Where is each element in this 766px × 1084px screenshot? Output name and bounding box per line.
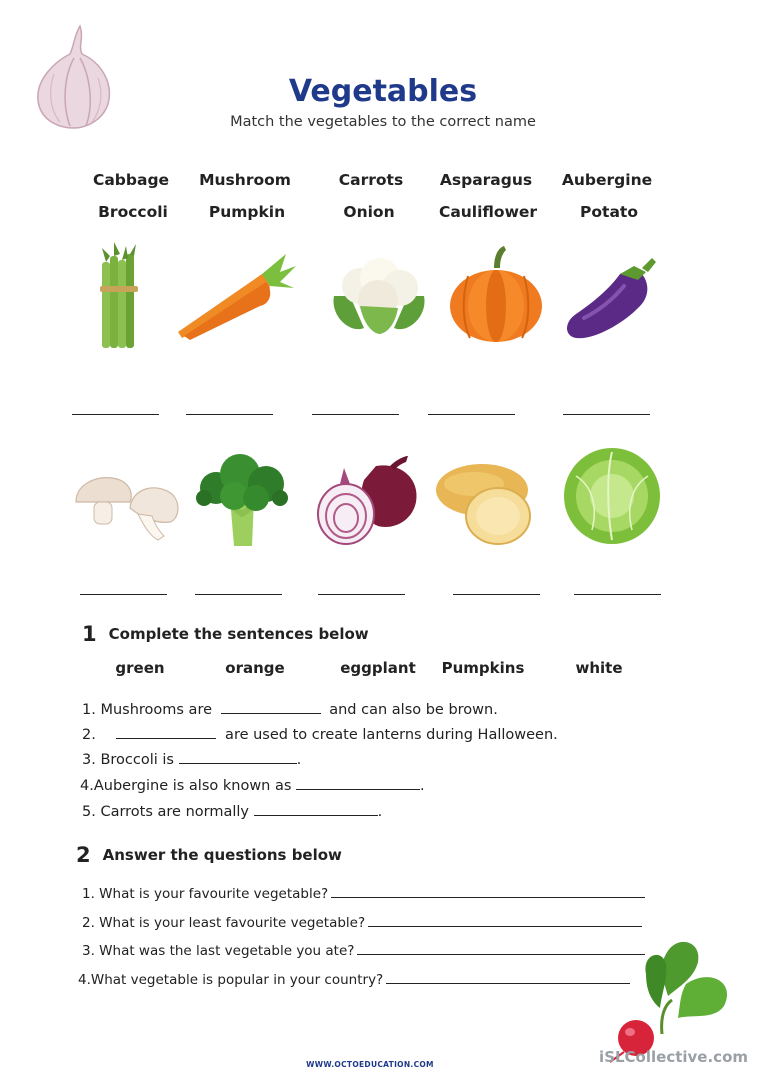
word-broccoli: Broccoli bbox=[98, 203, 168, 221]
mushroom-icon bbox=[72, 474, 180, 542]
blank-field[interactable] bbox=[254, 804, 378, 816]
answer-field[interactable] bbox=[331, 886, 645, 898]
cauliflower-icon bbox=[330, 256, 428, 336]
broccoli-icon bbox=[196, 454, 288, 548]
section-title: Complete the sentences below bbox=[108, 625, 369, 643]
sentence-text: and can also be brown. bbox=[324, 702, 498, 718]
blank-field[interactable] bbox=[296, 778, 420, 790]
watermark: iSLCollective.com bbox=[599, 1048, 748, 1066]
question-text: 1. What is your favourite vegetable? bbox=[82, 886, 329, 902]
question-text: 4.What vegetable is popular in your country? bbox=[78, 972, 384, 988]
onion-icon bbox=[316, 456, 420, 546]
asparagus-icon bbox=[92, 242, 146, 352]
bank-word: orange bbox=[225, 659, 285, 677]
answer-line[interactable] bbox=[72, 414, 159, 415]
answer-line[interactable] bbox=[428, 414, 515, 415]
bank-word: white bbox=[575, 659, 623, 677]
sentence bbox=[82, 702, 498, 718]
answer-line[interactable] bbox=[453, 594, 540, 595]
sentence-text: . bbox=[377, 804, 383, 820]
word-cauliflower: Cauliflower bbox=[438, 203, 538, 221]
question-text: 3. What was the last vegetable you ate? bbox=[82, 943, 355, 959]
page-subtitle: Match the vegetables to the correct name bbox=[230, 114, 536, 130]
word-carrots: Carrots bbox=[338, 171, 404, 189]
sentence-text: 3. Broccoli is bbox=[82, 752, 179, 768]
aubergine-icon bbox=[564, 258, 658, 342]
word-potato: Potato bbox=[580, 203, 638, 221]
question bbox=[82, 943, 645, 959]
word-mushroom: Mushroom bbox=[199, 171, 291, 189]
answer-line[interactable] bbox=[563, 414, 650, 415]
question bbox=[82, 915, 642, 931]
bank-word: green bbox=[115, 659, 165, 677]
answer-field[interactable] bbox=[357, 943, 645, 955]
sentence-text: 1. Mushrooms are bbox=[82, 702, 217, 718]
answer-line[interactable] bbox=[195, 594, 282, 595]
footer-url[interactable]: WWW.OCTOEDUCATION.COM bbox=[306, 1060, 434, 1069]
page-title: Vegetables bbox=[288, 74, 478, 109]
blank-field[interactable] bbox=[116, 727, 216, 739]
question bbox=[78, 972, 630, 988]
blank-field[interactable] bbox=[179, 752, 297, 764]
answer-field[interactable] bbox=[386, 972, 630, 984]
pumpkin-icon bbox=[448, 246, 544, 344]
answer-field[interactable] bbox=[368, 915, 642, 927]
carrot-icon bbox=[176, 252, 298, 342]
sentence bbox=[82, 752, 301, 768]
sentence-text: 4.Aubergine is also known as bbox=[80, 778, 297, 794]
word-asparagus: Asparagus bbox=[439, 171, 533, 189]
answer-line[interactable] bbox=[574, 594, 661, 595]
answer-line[interactable] bbox=[312, 414, 399, 415]
section-number: 1 bbox=[82, 622, 97, 646]
radish-icon bbox=[606, 934, 738, 1064]
sentence-text: 5. Carrots are normally bbox=[82, 804, 254, 820]
answer-line[interactable] bbox=[318, 594, 405, 595]
sentence bbox=[82, 804, 382, 820]
word-onion: Onion bbox=[343, 203, 395, 221]
question bbox=[82, 886, 645, 902]
potato-icon bbox=[436, 460, 536, 546]
bank-word: eggplant bbox=[340, 659, 416, 677]
word-aubergine: Aubergine bbox=[561, 171, 653, 189]
section-number: 2 bbox=[76, 843, 91, 867]
blank-field[interactable] bbox=[221, 702, 321, 714]
sentence-text: are used to create lanterns during Halloween. bbox=[220, 727, 558, 743]
section-title: Answer the questions below bbox=[102, 846, 342, 864]
sentence bbox=[82, 727, 558, 743]
bank-word: Pumpkins bbox=[441, 659, 525, 677]
sentence-text: . bbox=[296, 752, 302, 768]
sentence-text: 2. bbox=[82, 727, 101, 743]
answer-line[interactable] bbox=[80, 594, 167, 595]
word-pumpkin: Pumpkin bbox=[208, 203, 286, 221]
sentence bbox=[80, 778, 425, 794]
sentence-text: . bbox=[420, 778, 425, 794]
word-cabbage: Cabbage bbox=[92, 171, 170, 189]
answer-line[interactable] bbox=[186, 414, 273, 415]
cabbage-icon bbox=[562, 446, 662, 546]
section-2-heading bbox=[76, 843, 342, 867]
section-1-heading bbox=[82, 622, 369, 646]
question-text: 2. What is your least favourite vegetable? bbox=[82, 915, 366, 931]
